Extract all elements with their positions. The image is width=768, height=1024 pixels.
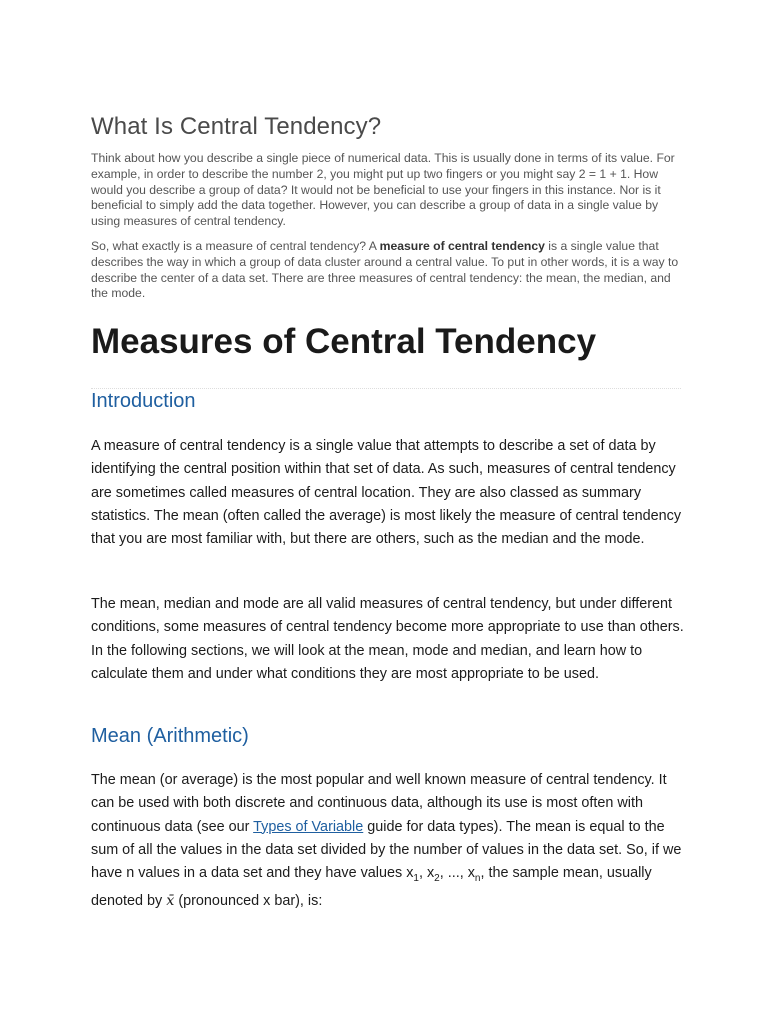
mean-heading: Mean (Arithmetic)	[91, 725, 249, 747]
x-bar-symbol: x̄	[166, 893, 175, 910]
mean-text-1: The mean (or average) is the most popular and well known measure of central tendency. It can be used with both discrete and continuous data, although its use is most often with continuous data (see our	[91, 772, 667, 835]
definition-text-start: So, what exactly is a measure of central tendency? A	[91, 239, 380, 253]
separator-2: , ..., x	[439, 865, 475, 882]
introduction-heading: Introduction	[91, 390, 196, 412]
subscript-1: 1	[413, 873, 419, 885]
divider	[91, 388, 681, 389]
introduction-paragraph-1: A measure of central tendency is a single value that attempts to describe a set of data by identifying the central position within that set of data. As such, measures of central tendency are sometimes called measures of central location. They are also classed as summary statistics. The mean (often called the average) is most likely the measure of central tendency that you are most familiar with, but there are others, such as the median and the mode.	[91, 438, 682, 548]
definition-term: measure of central tendency	[379, 239, 545, 253]
separator-1: , x	[418, 865, 435, 882]
mean-paragraph	[91, 769, 691, 914]
page-title: Measures of Central Tendency	[91, 322, 597, 361]
definition-paragraph	[91, 239, 681, 302]
section-title: What Is Central Tendency?	[91, 113, 382, 140]
subscript-2: 2	[434, 873, 440, 885]
mean-text-2: guide for data types). The mean is equal to the sum of all the values in the data set divided by the number of values in the data set. So, if we have n values in a data set and they have values x	[91, 818, 682, 882]
mean-text-4: (pronounced x bar), is:	[174, 893, 323, 910]
intro-paragraph: Think about how you describe a single piece of numerical data. This is usually done in terms of its value. For example, in order to describe the number 2, you might put up two fingers or you might say 2 = 1 + 1. How would you describe a group of data? It would not be beneficial to use your fingers in this instance. Nor is it beneficial to simply add the data together. However, you can describe a group of data in a single value by using measures of central tendency.	[91, 151, 675, 229]
subscript-n: n	[474, 873, 481, 885]
mean-text-3: , the sample mean, usually denoted by	[91, 865, 652, 910]
definition-text-end: is a single value that describes the way in which a group of data cluster around a central value. To put in other words, it is a way to describe the center of a data set. There are three measures of central tendency: the mean, the median, and the mode.	[91, 239, 679, 301]
types-of-variable-link[interactable]: Types of Variable	[253, 818, 364, 835]
introduction-paragraph-2: The mean, median and mode are all valid measures of central tendency, but under different conditions, some measures of central tendency become more appropriate to use than others. In the following sections, we will look at the mean, mode and median, and learn how to calculate them and under what conditions they are most appropriate to be used.	[91, 596, 684, 682]
